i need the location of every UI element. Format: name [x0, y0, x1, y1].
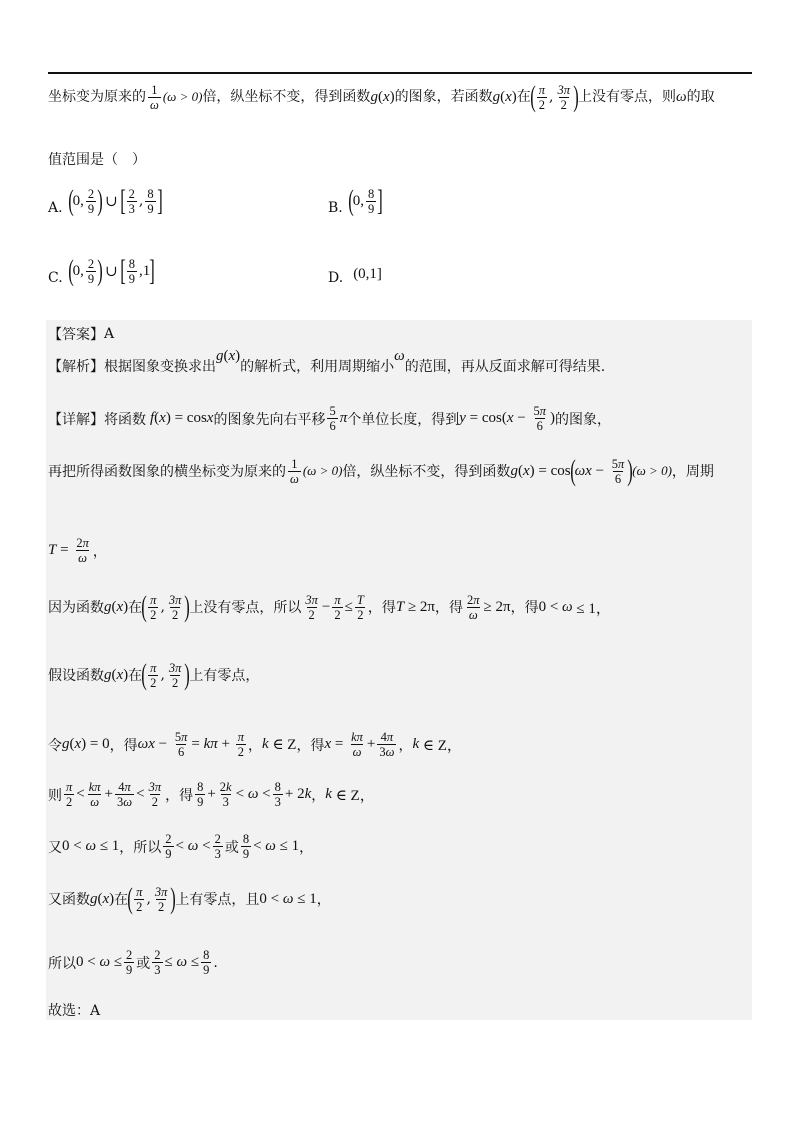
- math-one-over-omega: $\frac{1}{\omega}$: [150, 82, 159, 112]
- question-line-1: 坐标变为原来的 $\frac{1}{\omega}$ (ω > 0) 倍，纵坐标不变，得到函数 g ( x ) 的图象，若函数 g ( x ) 在 ( $\frac{\pi}{2}$ , $\frac{3\pi}{2}$ ) 上没有零点，则 ω 的取: [48, 80, 715, 113]
- question-line-2: 值范围是（ ）: [48, 152, 146, 168]
- detail-line-2: 再把所得函数图象的横坐标变为原来的 $\frac{1}{\omega}$ (ω > 0) 倍，纵坐标不变，得到函数 g ( x ) = cos ( ωx − $\frac{5\pi}{6}$ ) (ω > 0) ，周期: [48, 454, 714, 487]
- option-d[interactable]: D. (0,1]: [328, 265, 382, 286]
- answer-line: 【答案】 A: [48, 326, 115, 343]
- detail-line-8: 又 0 < ω ≤ 1 ，所以 $\frac{2}{9}$ < ω < $\frac{2}{3}$ 或 $\frac{8}{9}$ < ω ≤ 1 ，: [48, 832, 314, 861]
- detail-line-4: 因为函数 g ( x ) 在 ( $\frac{\pi}{2}$ , $\frac{3\pi}{2}$ ) 上没有零点，所以 $\frac{3\pi}{2}$ − $\frac{\pi}{2}$ ≤ $\frac{T}{2}$ ，得 T ≥ 2π ，得 $\frac{2\pi}{\omega}$ ≥ 2π ，得 0 < ω ≤ 1，: [48, 590, 611, 623]
- option-a[interactable]: A. ( 0, $\frac{2}{9}$ ) ∪ [ $\frac{2}{3}$ , $\frac{8}{9}$ ]: [48, 184, 163, 217]
- top-rule: [48, 72, 752, 74]
- detail-line-6: 令 g ( x ) = 0 ，得 ωx − $\frac{5\pi}{6}$ = kπ + $\frac{\pi}{2}$ ， k ∈ Z ，得 x = $\frac{k\pi}{\omega}$ + $\frac{4\pi}{3\omega}$ ， k ∈ Z，: [48, 730, 462, 759]
- detail-line-7: 则 $\frac{\pi}{2}$ < $\frac{k\pi}{\omega}$ + $\frac{4\pi}{3\omega}$ < $\frac{3\pi}{2}$ ，得 $\frac{8}{9}$ + $\frac{2k}{3}$ < ω < $\frac{8}{3}$ + 2 k ， k ∈ Z，: [48, 780, 375, 809]
- final-choice: 故选：A: [48, 1003, 101, 1019]
- option-c[interactable]: C. ( 0, $\frac{2}{9}$ ) ∪ [ $\frac{8}{9}$ ,1 ]: [48, 254, 155, 287]
- period-formula: T = $\frac{2\pi}{\omega}$ ，: [48, 536, 107, 565]
- option-b[interactable]: B. ( 0, $\frac{8}{9}$ ]: [328, 184, 383, 217]
- detail-line-5: 假设函数 g ( x ) 在 ( $\frac{\pi}{2}$ , $\frac{3\pi}{2}$ ) 上有零点，: [48, 658, 260, 691]
- detail-line-1: 【详解】 将函数 f ( x ) = cos x 的图象先向右平移 $\frac{5}{6}$ π 个单位长度，得到 y = cos( x − $\frac{5\pi}{6}$ ) 的图象，: [48, 404, 612, 433]
- detail-line-10: 所以 0 < ω ≤ $\frac{2}{9}$ 或 $\frac{2}{3}$ ≤ ω ≤ $\frac{8}{9}$ .: [48, 948, 218, 977]
- detail-line-9: 又函数 g ( x ) 在 ( $\frac{\pi}{2}$ , $\frac{3\pi}{2}$ ) 上有零点，且 0 < ω ≤ 1 ，: [48, 882, 331, 915]
- analysis-line: 【解析】 根据图象变换求出 g ( x ) 的解析式，利用周期缩小 ω 的范围，再从反面求解可得结果.: [48, 347, 606, 375]
